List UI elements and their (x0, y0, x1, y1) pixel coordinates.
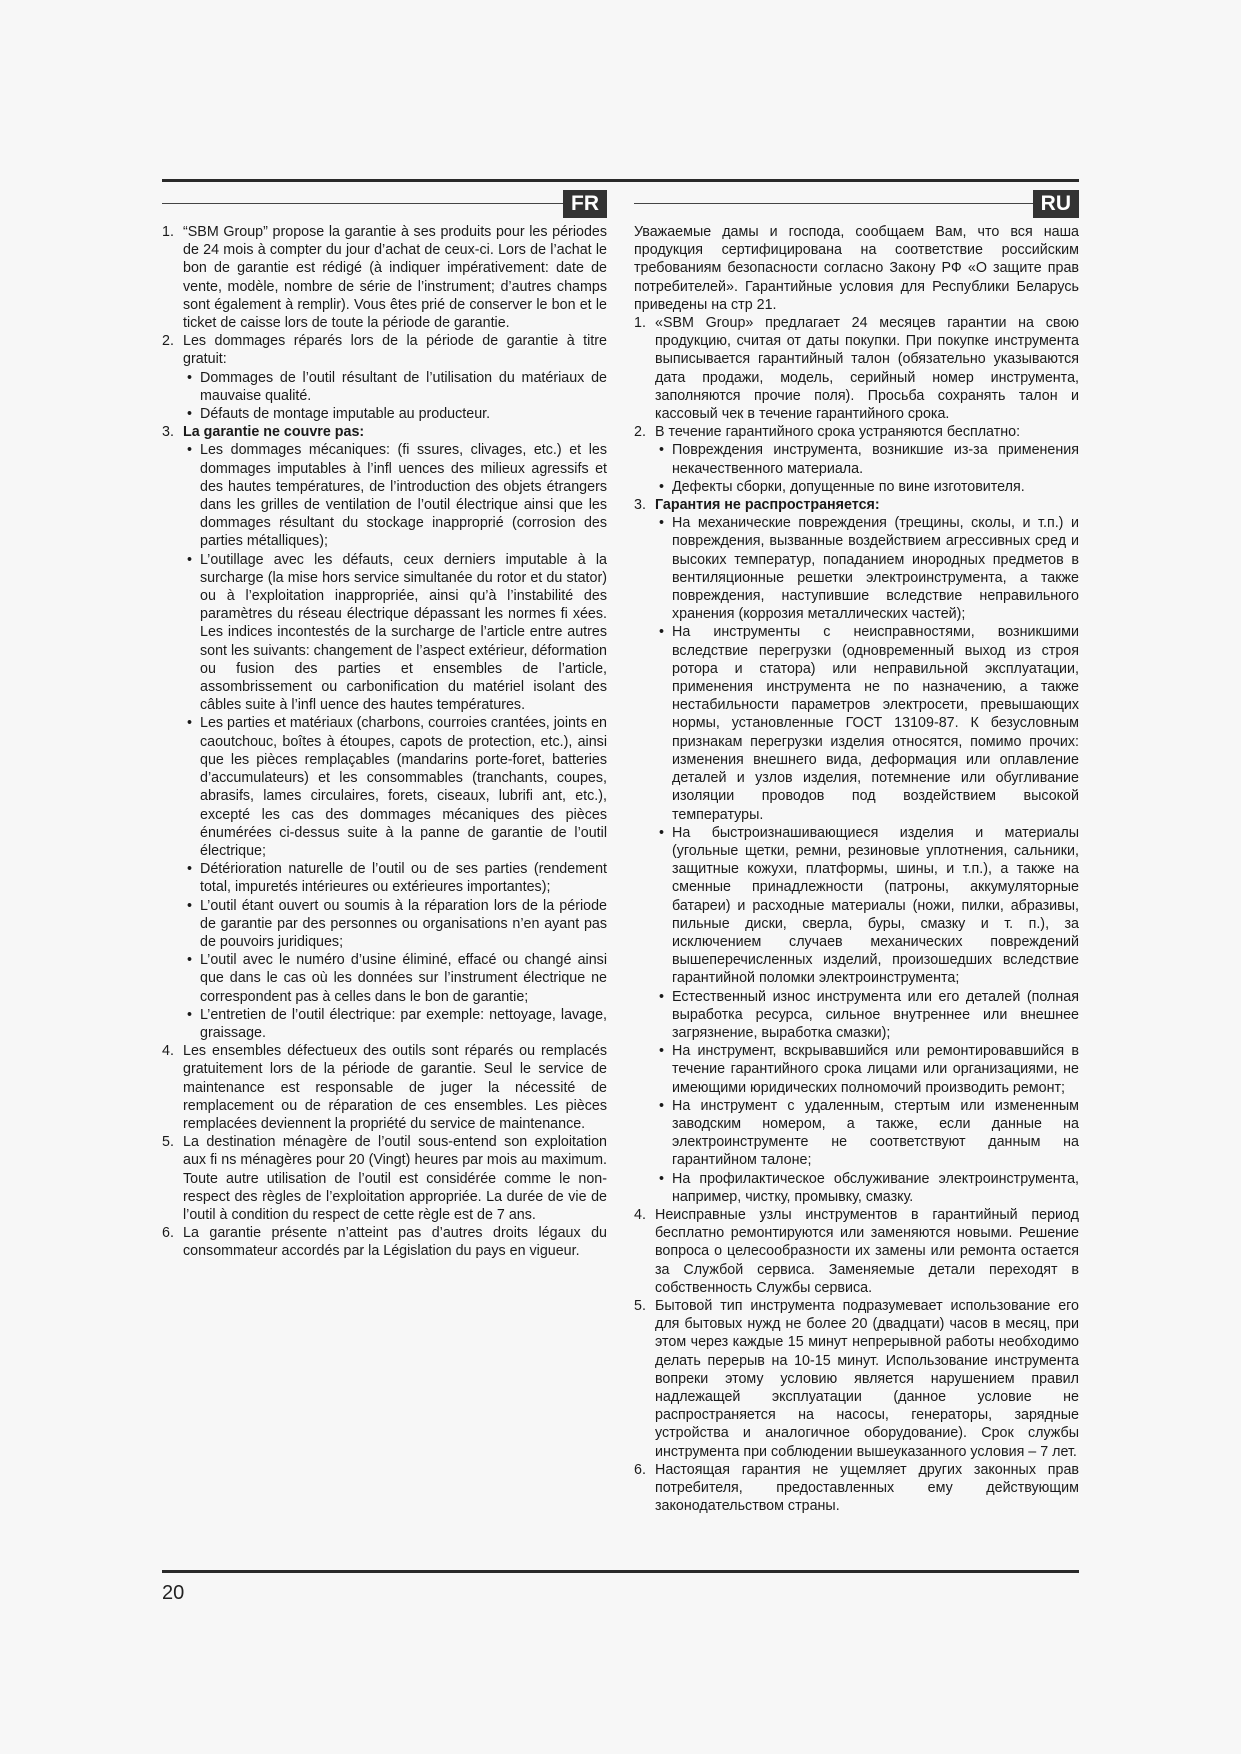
bullet-list (655, 441, 1079, 496)
warranty-list-fr (162, 223, 607, 1261)
bullet-item: • Les parties et matériaux (charbons, courroies crantées, joints en caoutchouc, boîtes à étoupes, capots de protection, etc.), ainsi que les pièces remplaçables (mandarins porte-foret, batteries d’accumulateurs) et les consommables (tranchants, coupes, abrasifs, lames circulaires, forets, ciseaux, lubrifi ant, etc.), excepté les cas des dommages mécaniques des pièces énumérées ci-dessus suite à la panne de garantie de l’outil électrique; (183, 714, 607, 860)
item-number: 5. (634, 1297, 646, 1314)
bullet-item: • L’entretien de l’outil électrique: par exemple: nettoyage, lavage, graissage. (183, 1006, 607, 1042)
item-number: 6. (634, 1461, 646, 1478)
header-line-fr (162, 203, 607, 204)
item-number: 4. (162, 1043, 174, 1060)
item-number: 4. (634, 1206, 646, 1223)
item-text: Les dommages réparés lors de la période de garantie à titre gratuit: (183, 333, 607, 368)
list-item (634, 1461, 1079, 1516)
bullet-item: • Повреждения инструмента, возникшие из-за применения некачественного материала. (655, 441, 1079, 477)
bullet-item: • На инструмент, вскрывавшийся или ремонтировавшийся в течение гарантийного срока лицами или организациями, не имеющими юридических полномочий производить ремонт; (655, 1042, 1079, 1097)
bullet-item: • Les dommages mécaniques: (fi ssures, clivages, etc.) et les dommages imputables à l’infl uences des milieux agressifs et des hautes températures, de l’introduction des objets étrangers dans les grilles de ventilation de l’outil électrique ainsi que les dommages résultant du stockage inapproprié (corrosion des parties métalliques); (183, 441, 607, 550)
language-badge-ru: RU (1033, 190, 1079, 218)
warranty-text-fr (162, 223, 607, 1261)
list-item (634, 1297, 1079, 1461)
bullet-item: • На механические повреждения (трещины, сколы, и т.п.) и повреждения, вызванные воздействием агрессивных сред и высоких температур, попаданием инородных предметов в вентиляционные решетки электроинструмента, а также повреждения, наступившие вследствие неправильного хранения (коррозия металлических частей); (655, 514, 1079, 623)
page-number: 20 (162, 1582, 185, 1604)
bullet-item: • L’outil étant ouvert ou soumis à la réparation lors de la période de garantie par des personnes ou organisations n’en ayant pas de pouvoirs juridiques; (183, 897, 607, 952)
item-heading: Гарантия не распространяется: (655, 497, 880, 514)
item-text: «SBM Group» предлагает 24 месяцев гарантии на свою продукцию, считая от даты покупки. При покупке инструмента выписывается гарантийный талон (обязательно указываются дата продажи, модель, серийный номер инструмента, заполняются прочие поля). Просьба сохранять талон и кассовый чек в течение гарантийного срока. (655, 315, 1079, 423)
bullet-item: • Dommages de l’outil résultant de l’utilisation du matériaux de mauvaise qualité. (183, 369, 607, 405)
bullet-item: • На инструменты с неисправностями, возникшими вследствие перегрузки (одновременный выход из строя ротора и статора) или неправильной эксплуатации, применения инструмента не по назначению, а также нестабильности параметров электросети, превышающих нормы, установленные ГОСТ 13109-87. К безусловным признакам перегрузки изделия относятся, помимо прочих: изменения внешнего вида, деформация или оплавление деталей и узлов изделия, потемнение или обугливание изоляции проводов под воздействием высокой температуры. (655, 623, 1079, 823)
list-item (634, 423, 1079, 496)
list-item (634, 1206, 1079, 1297)
intro-paragraph: Уважаемые дамы и господа, сообщаем Вам, что вся наша продукция сертифицирована на соответствие российским требованиям безопасности согласно Закону РФ «О защите прав потребителей». Гарантийные условия для Республики Беларусь приведены на стр 21. (634, 224, 1079, 313)
bullet-item: • Détérioration naturelle de l’outil ou de ses parties (rendement total, impuretés intérieures ou extérieures importantes); (183, 860, 607, 896)
list-item (162, 223, 607, 332)
bullet-item: • Естественный износ инструмента или его деталей (полная выработка ресурса, сильное внутреннее или внешнее загрязнение, выработка смазки); (655, 988, 1079, 1043)
list-item (162, 1224, 607, 1260)
header-line-ru (634, 203, 1079, 204)
bottom-rule (162, 1570, 1079, 1573)
bullet-list (655, 514, 1079, 1206)
bullet-item: • Дефекты сборки, допущенные по вине изготовителя. (655, 478, 1079, 496)
item-number: 5. (162, 1134, 174, 1151)
warranty-list-ru (634, 314, 1079, 1515)
item-text: Les ensembles défectueux des outils sont réparés ou remplacés gratuitement lors de la période de garantie. Seul le service de maintenance est responsable de juger la nécessité de remplacement ou de réparation de ces ensembles. Les pièces remplacées deviennent la propriété du service de maintenance. (183, 1043, 607, 1132)
item-number: 2. (634, 424, 646, 441)
column-ru (634, 190, 1079, 1515)
bullet-item: • На профилактическое обслуживание электроинструмента, например, чистку, промывку, смазку. (655, 1170, 1079, 1206)
item-number: 1. (162, 224, 174, 240)
item-number: 3. (162, 424, 174, 441)
list-item (162, 423, 607, 1042)
item-number: 3. (634, 497, 646, 514)
bullet-item: • На инструмент с удаленным, стертым или измененным заводским номером, а также, если данные на электроинструменте не соответствуют данным на гарантийном талоне; (655, 1097, 1079, 1170)
item-number: 6. (162, 1225, 174, 1242)
item-heading: La garantie ne couvre pas: (183, 424, 365, 441)
section-header-ru (634, 190, 1079, 218)
bullet-list (183, 441, 607, 1042)
item-text: La garantie présente n’atteint pas d’autres droits légaux du consommateur accordés par la Législation du pays en vigueur. (183, 1225, 607, 1260)
item-number: 2. (162, 333, 174, 350)
bullet-list (183, 369, 607, 424)
section-header-fr (162, 190, 607, 218)
list-item (162, 1133, 607, 1224)
warranty-text-ru (634, 223, 1079, 1515)
bullet-item: • L’outillage avec les défauts, ceux derniers imputable à la surcharge (la mise hors service simultanée du rotor et du stator) ou à l’exploitation inappropriée, ainsi qu’à l’instabilité des paramètres du réseau électrique dépassant les normes fi xées. Les indices incontestés de la surcharge de l’article entre autres sont les suivants: changement de l’aspect extérieur, déformation ou fusion des parties et ensembles de l’article, assombrissement ou carbonification du matériel isolant des câbles suite à l’infl uence des hautes températures. (183, 551, 607, 715)
bullet-item: • На быстроизнашивающиеся изделия и материалы (угольные щетки, ремни, резиновые уплотнения, сальники, защитные кожухи, платформы, шины, и т.п.), а также на сменные принадлежности (патроны, аккумуляторные батареи) и расходные материалы (ножи, пилки, абразивы, пильные диски, сверла, буры, смазку и т. п.), за исключением случаев механических повреждений вышеперечисленных изделий, произошедших вследствие гарантийной поломки электроинструмента; (655, 824, 1079, 988)
list-item (634, 314, 1079, 423)
item-number: 1. (634, 315, 646, 332)
bullet-item: • L’outil avec le numéro d’usine éliminé, effacé ou changé ainsi que dans le cas où les données sur l’instrument électrique ne correspondent pas à celles dans le bon de garantie; (183, 951, 607, 1006)
item-text: Настоящая гарантия не ущемляет других законных прав потребителя, предоставленных ему действующим законодательством страны. (655, 1461, 1079, 1515)
item-text: La destination ménagère de l’outil sous-entend son exploitation aux fi ns ménagères pour 20 (Vingt) heures par mois au maximum. Toute autre utilisation de l’outil est considérée comme le non-respect des règles de l’exploitation appropriée. La durée de vie de l’outil à condition du respect de cette règle est de 7 ans. (183, 1134, 607, 1223)
item-text: Неисправные узлы инструментов в гарантийный период бесплатно ремонтируются или заменяются новыми. Решение вопроса о целесообразности их замены или ремонта остается за Службой сервиса. Заменяемые детали переходят в собственность Службы сервиса. (655, 1206, 1079, 1296)
column-fr (162, 190, 607, 1261)
item-text: В течение гарантийного срока устраняются бесплатно: (655, 424, 1021, 441)
list-item (162, 1042, 607, 1133)
item-text: Бытовой тип инструмента подразумевает использование его для бытовых нужд не более 20 (двадцати) часов в месяц, при этом через каждые 15 минут непрерывной работы необходимо делать перерыв на 10-15 минут. Использование инструмента вопреки этому условию является нарушением правил надлежащей эксплуатации (данное условие не распространяется на насосы, генераторы, зарядные устройства и аналогичное оборудование). Срок службы инструмента при соблюдении вышеуказанного условия – 7 лет. (655, 1297, 1079, 1460)
bullet-item: • Défauts de montage imputable au producteur. (183, 405, 607, 423)
item-text: “SBM Group” propose la garantie à ses produits pour les périodes de 24 mois à compter du jour d’achat de ceux-ci. Lors de l’achat le bon de garantie est rédigé (à indiquer impérativement: date de vente, modèle, nombre de série de l’instrument; d’autres champs sont également à remplir). Vous êtes prié de conserver le bon et le ticket de caisse lors de toute la période de garantie. (183, 224, 607, 332)
list-item (634, 496, 1079, 1206)
list-item (162, 332, 607, 423)
top-rule (162, 179, 1079, 182)
language-badge-fr: FR (563, 190, 607, 218)
